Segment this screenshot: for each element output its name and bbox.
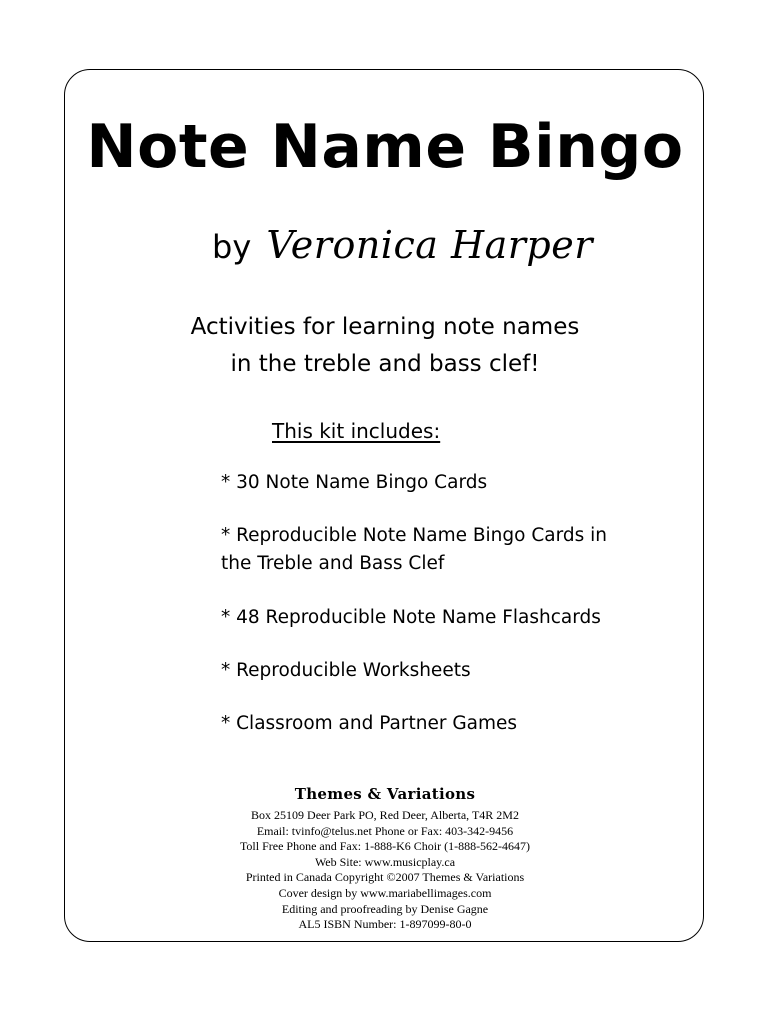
publisher-block bbox=[0, 785, 770, 933]
publisher-website: Web Site: www.musicplay.ca bbox=[314, 854, 456, 869]
kit-heading: This kit includes: bbox=[272, 419, 441, 443]
subtitle-line-2: in the treble and bass clef! bbox=[230, 351, 540, 377]
publisher-toll-free: Toll Free Phone and Fax: 1-888-K6 Choir (1-888-562-4647) bbox=[239, 839, 531, 854]
list-item: * 30 Note Name Bingo Cards bbox=[221, 472, 488, 493]
publisher-address: Box 25109 Deer Park PO, Red Deer, Alberta, T4R 2M2 bbox=[251, 808, 519, 822]
list-item: * 48 Reproducible Note Name Flashcards bbox=[221, 607, 601, 628]
byline-prefix: by bbox=[212, 228, 252, 266]
publisher-editing: Editing and proofreading by Denise Gagne bbox=[281, 901, 489, 916]
subtitle-line-1: Activities for learning note names bbox=[190, 314, 580, 340]
subtitle bbox=[0, 309, 770, 383]
publisher-details bbox=[0, 808, 770, 933]
publisher-isbn: AL5 ISBN Number: 1-897099-80-0 bbox=[298, 917, 472, 932]
publisher-cover-design: Cover design by www.mariabellimages.com bbox=[278, 885, 492, 900]
publisher-contact: Email: tvinfo@telus.net Phone or Fax: 403-342-9456 bbox=[256, 823, 514, 838]
list-item: * Reproducible Note Name Bingo Cards in the Treble and Bass Clef bbox=[221, 525, 608, 574]
list-item: * Reproducible Worksheets bbox=[221, 660, 471, 681]
publisher-name: Themes & Variations bbox=[294, 785, 476, 803]
author-name: Veronica Harper bbox=[266, 223, 593, 267]
byline bbox=[212, 223, 593, 267]
kit-list bbox=[221, 469, 641, 763]
page-title: Note Name Bingo bbox=[86, 112, 684, 182]
list-item: * Classroom and Partner Games bbox=[221, 713, 518, 734]
publisher-copyright: Printed in Canada Copyright ©2007 Themes & Variations bbox=[245, 870, 525, 885]
